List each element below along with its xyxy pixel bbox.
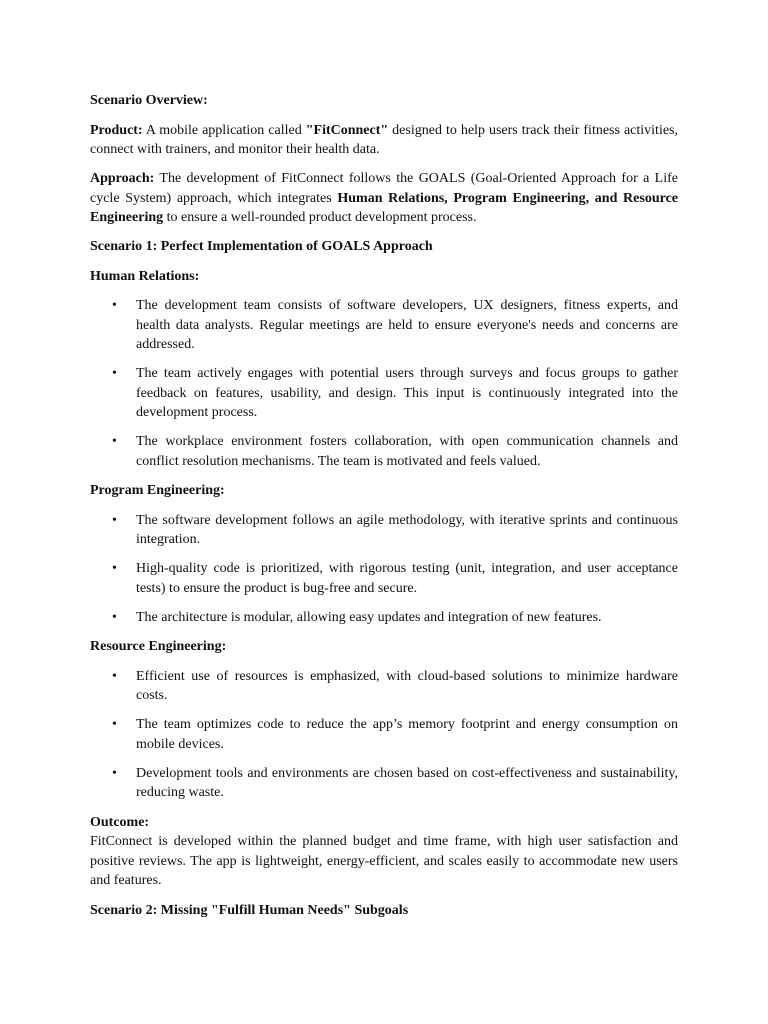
bullet-icon: • <box>112 717 117 732</box>
list-item <box>90 559 678 598</box>
scenario-overview-heading: Scenario Overview: <box>90 93 208 108</box>
list-item <box>90 764 678 803</box>
product-text-before: A mobile application called <box>142 122 306 138</box>
list-item-text: The development team consists of software developers, UX designers, fitness experts, and health data analysts. Regular meetings are held to ensure everyone's needs and concerns are addressed. <box>136 298 678 352</box>
list-item-text: The team optimizes code to reduce the app’s memory footprint and energy consumption on mobile devices. <box>136 717 678 752</box>
list-item <box>90 715 678 754</box>
bullet-icon: • <box>112 609 117 625</box>
bullet-icon: • <box>112 512 117 528</box>
list-item-text: Efficient use of resources is emphasized, with cloud-based solutions to minimize hardware costs. <box>136 668 678 703</box>
section-heading-resource-engineering: Resource Engineering: <box>90 639 227 654</box>
approach-text-before: The development of FitConnect follows the GOALS (Goal-Oriented Approach for a Life cycle System) approach, which integrates <box>90 171 678 206</box>
resource-engineering-list <box>90 667 678 803</box>
approach-text-after: to ensure a well-rounded product development process. <box>163 210 477 225</box>
scenario2-heading: Scenario 2: Missing "Fulfill Human Needs" Subgoals <box>90 902 409 918</box>
approach-bold-part: Human Relations, Program Engineering, and Resource Engineering <box>90 190 679 225</box>
outcome-text: FitConnect is developed within the planned budget and time frame, with high user satisfaction and positive reviews. The app is lightweight, energy-efficient, and scales easily to accommodate new users and features. <box>90 834 678 888</box>
list-item <box>90 608 678 628</box>
list-item-text: High-quality code is prioritized, with rigorous testing (unit, integration, and user acceptance tests) to ensure the product is bug-free and secure. <box>136 561 678 596</box>
list-item <box>90 667 678 706</box>
approach-paragraph <box>90 169 678 228</box>
list-item-text: The team actively engages with potential users through surveys and focus groups to gather feedback on features, usability, and design. This input is continuously integrated into the development process. <box>136 366 678 420</box>
list-item <box>90 364 678 423</box>
product-label: Product: <box>90 122 143 138</box>
outcome-heading: Outcome: <box>90 814 150 830</box>
bullet-icon: • <box>112 434 117 449</box>
section-heading-program-engineering: Program Engineering: <box>90 483 225 498</box>
section-heading-human-relations: Human Relations: <box>90 268 200 284</box>
bullet-icon: • <box>112 298 117 313</box>
list-item <box>90 511 678 550</box>
outcome-block <box>90 813 678 891</box>
list-item-text: Development tools and environments are chosen based on cost-effectiveness and sustainability, reducing waste. <box>136 765 678 800</box>
bullet-icon: • <box>112 366 117 381</box>
program-engineering-list <box>90 511 678 628</box>
list-item-text: The software development follows an agile methodology, with iterative sprints and continuous integration. <box>136 512 678 547</box>
bullet-icon: • <box>112 765 117 781</box>
scenario1-heading: Scenario 1: Perfect Implementation of GOALS Approach <box>90 239 433 254</box>
approach-label: Approach: <box>90 171 155 186</box>
list-item-text: The workplace environment fosters collaboration, with open communication channels and conflict resolution mechanisms. The team is motivated and feels valued. <box>136 434 678 469</box>
human-relations-list <box>90 296 678 471</box>
product-name: "FitConnect" <box>305 122 389 138</box>
list-item <box>90 296 678 355</box>
document-page <box>90 91 678 930</box>
bullet-icon: • <box>112 561 117 576</box>
list-item <box>90 432 678 471</box>
product-text-after: designed to help users track their fitness activities, connect with trainers, and monitor their health data. <box>90 122 678 157</box>
product-paragraph <box>90 121 678 160</box>
bullet-icon: • <box>112 668 117 684</box>
list-item-text: The architecture is modular, allowing easy updates and integration of new features. <box>136 609 602 625</box>
